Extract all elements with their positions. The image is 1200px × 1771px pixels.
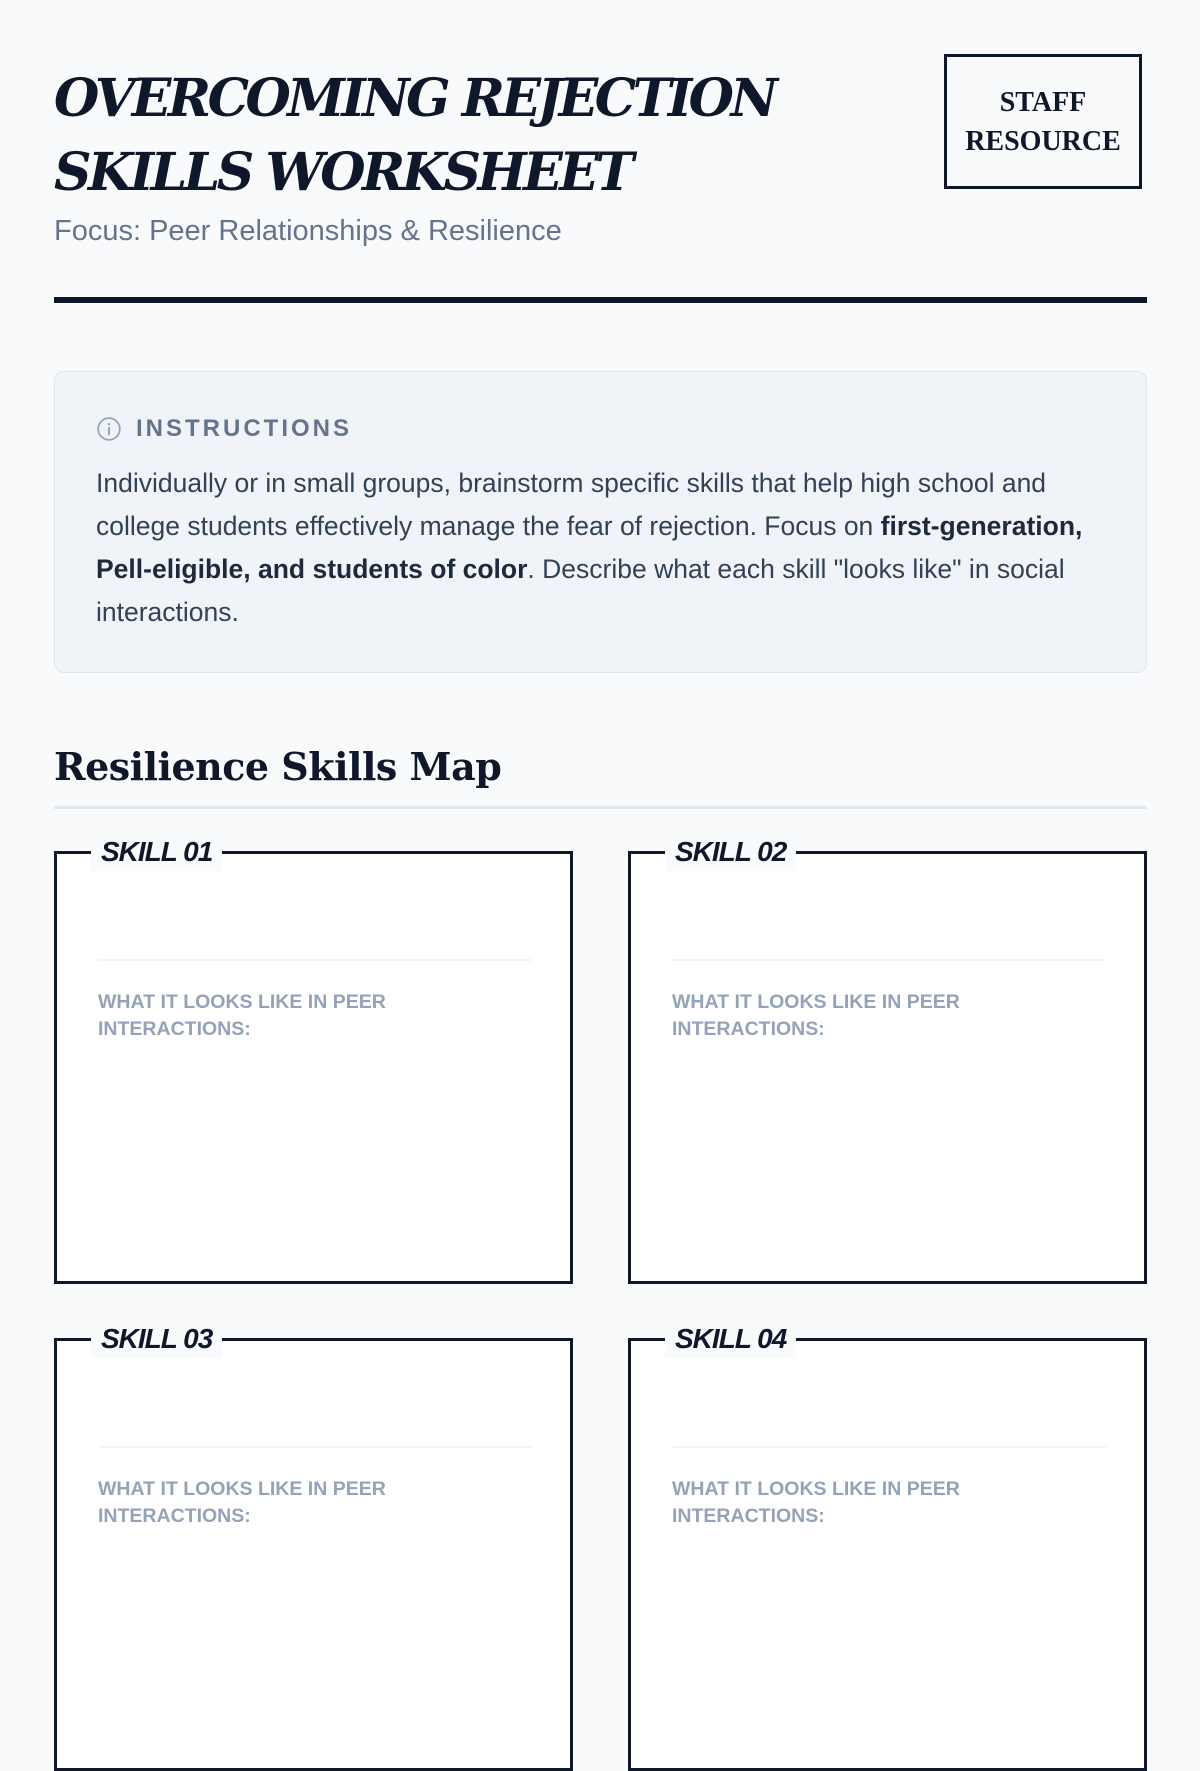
skill-card-01[interactable]	[54, 836, 573, 1284]
instructions-text	[96, 462, 1111, 634]
skill-name-line	[673, 959, 1106, 961]
page-subtitle: Focus: Peer Relationships & Resilience	[54, 215, 562, 247]
instructions-text-end: . Describe what each skill "looks like" in social interactions.	[96, 554, 1065, 627]
skill-label: SKILL 02	[665, 833, 796, 871]
skill-name-line	[673, 1446, 1106, 1448]
skill-prompt: WHAT IT LOOKS LIKE IN PEER INTERACTIONS:	[98, 991, 386, 1040]
page-title: OVERCOMING REJECTION SKILLS WORKSHEET	[54, 68, 775, 203]
badge-label: STAFF RESOURCE	[965, 86, 1121, 157]
instructions-panel	[54, 371, 1147, 673]
staff-resource-badge	[944, 54, 1142, 189]
skill-name-line	[99, 1446, 532, 1448]
instructions-focus-groups: first-generation, Pell-eligible, and students of color	[96, 511, 1083, 584]
skill-card-02[interactable]	[628, 836, 1147, 1284]
skill-name-line	[99, 959, 532, 961]
skill-card-04[interactable]	[628, 1323, 1147, 1771]
instructions-heading: INSTRUCTIONS	[136, 415, 352, 442]
skill-prompt: WHAT IT LOOKS LIKE IN PEER INTERACTIONS:	[98, 1478, 386, 1527]
skill-label: SKILL 03	[91, 1320, 222, 1358]
skill-label: SKILL 01	[91, 833, 222, 871]
instructions-header	[96, 415, 352, 443]
worksheet-page	[54, 0, 1147, 1600]
instructions-text-start: Individually or in small groups, brainstorm specific skills that help high school and college students effectively manage the fear of rejection. Focus on	[96, 468, 1047, 541]
section-title: Resilience Skills Map	[54, 744, 502, 789]
skill-card-03[interactable]	[54, 1323, 573, 1771]
section-divider	[54, 806, 1147, 809]
skill-label: SKILL 04	[665, 1320, 796, 1358]
header-divider	[54, 297, 1147, 303]
skill-prompt: WHAT IT LOOKS LIKE IN PEER INTERACTIONS:	[672, 1478, 960, 1527]
skill-prompt: WHAT IT LOOKS LIKE IN PEER INTERACTIONS:	[672, 991, 960, 1040]
info-icon	[96, 416, 122, 442]
